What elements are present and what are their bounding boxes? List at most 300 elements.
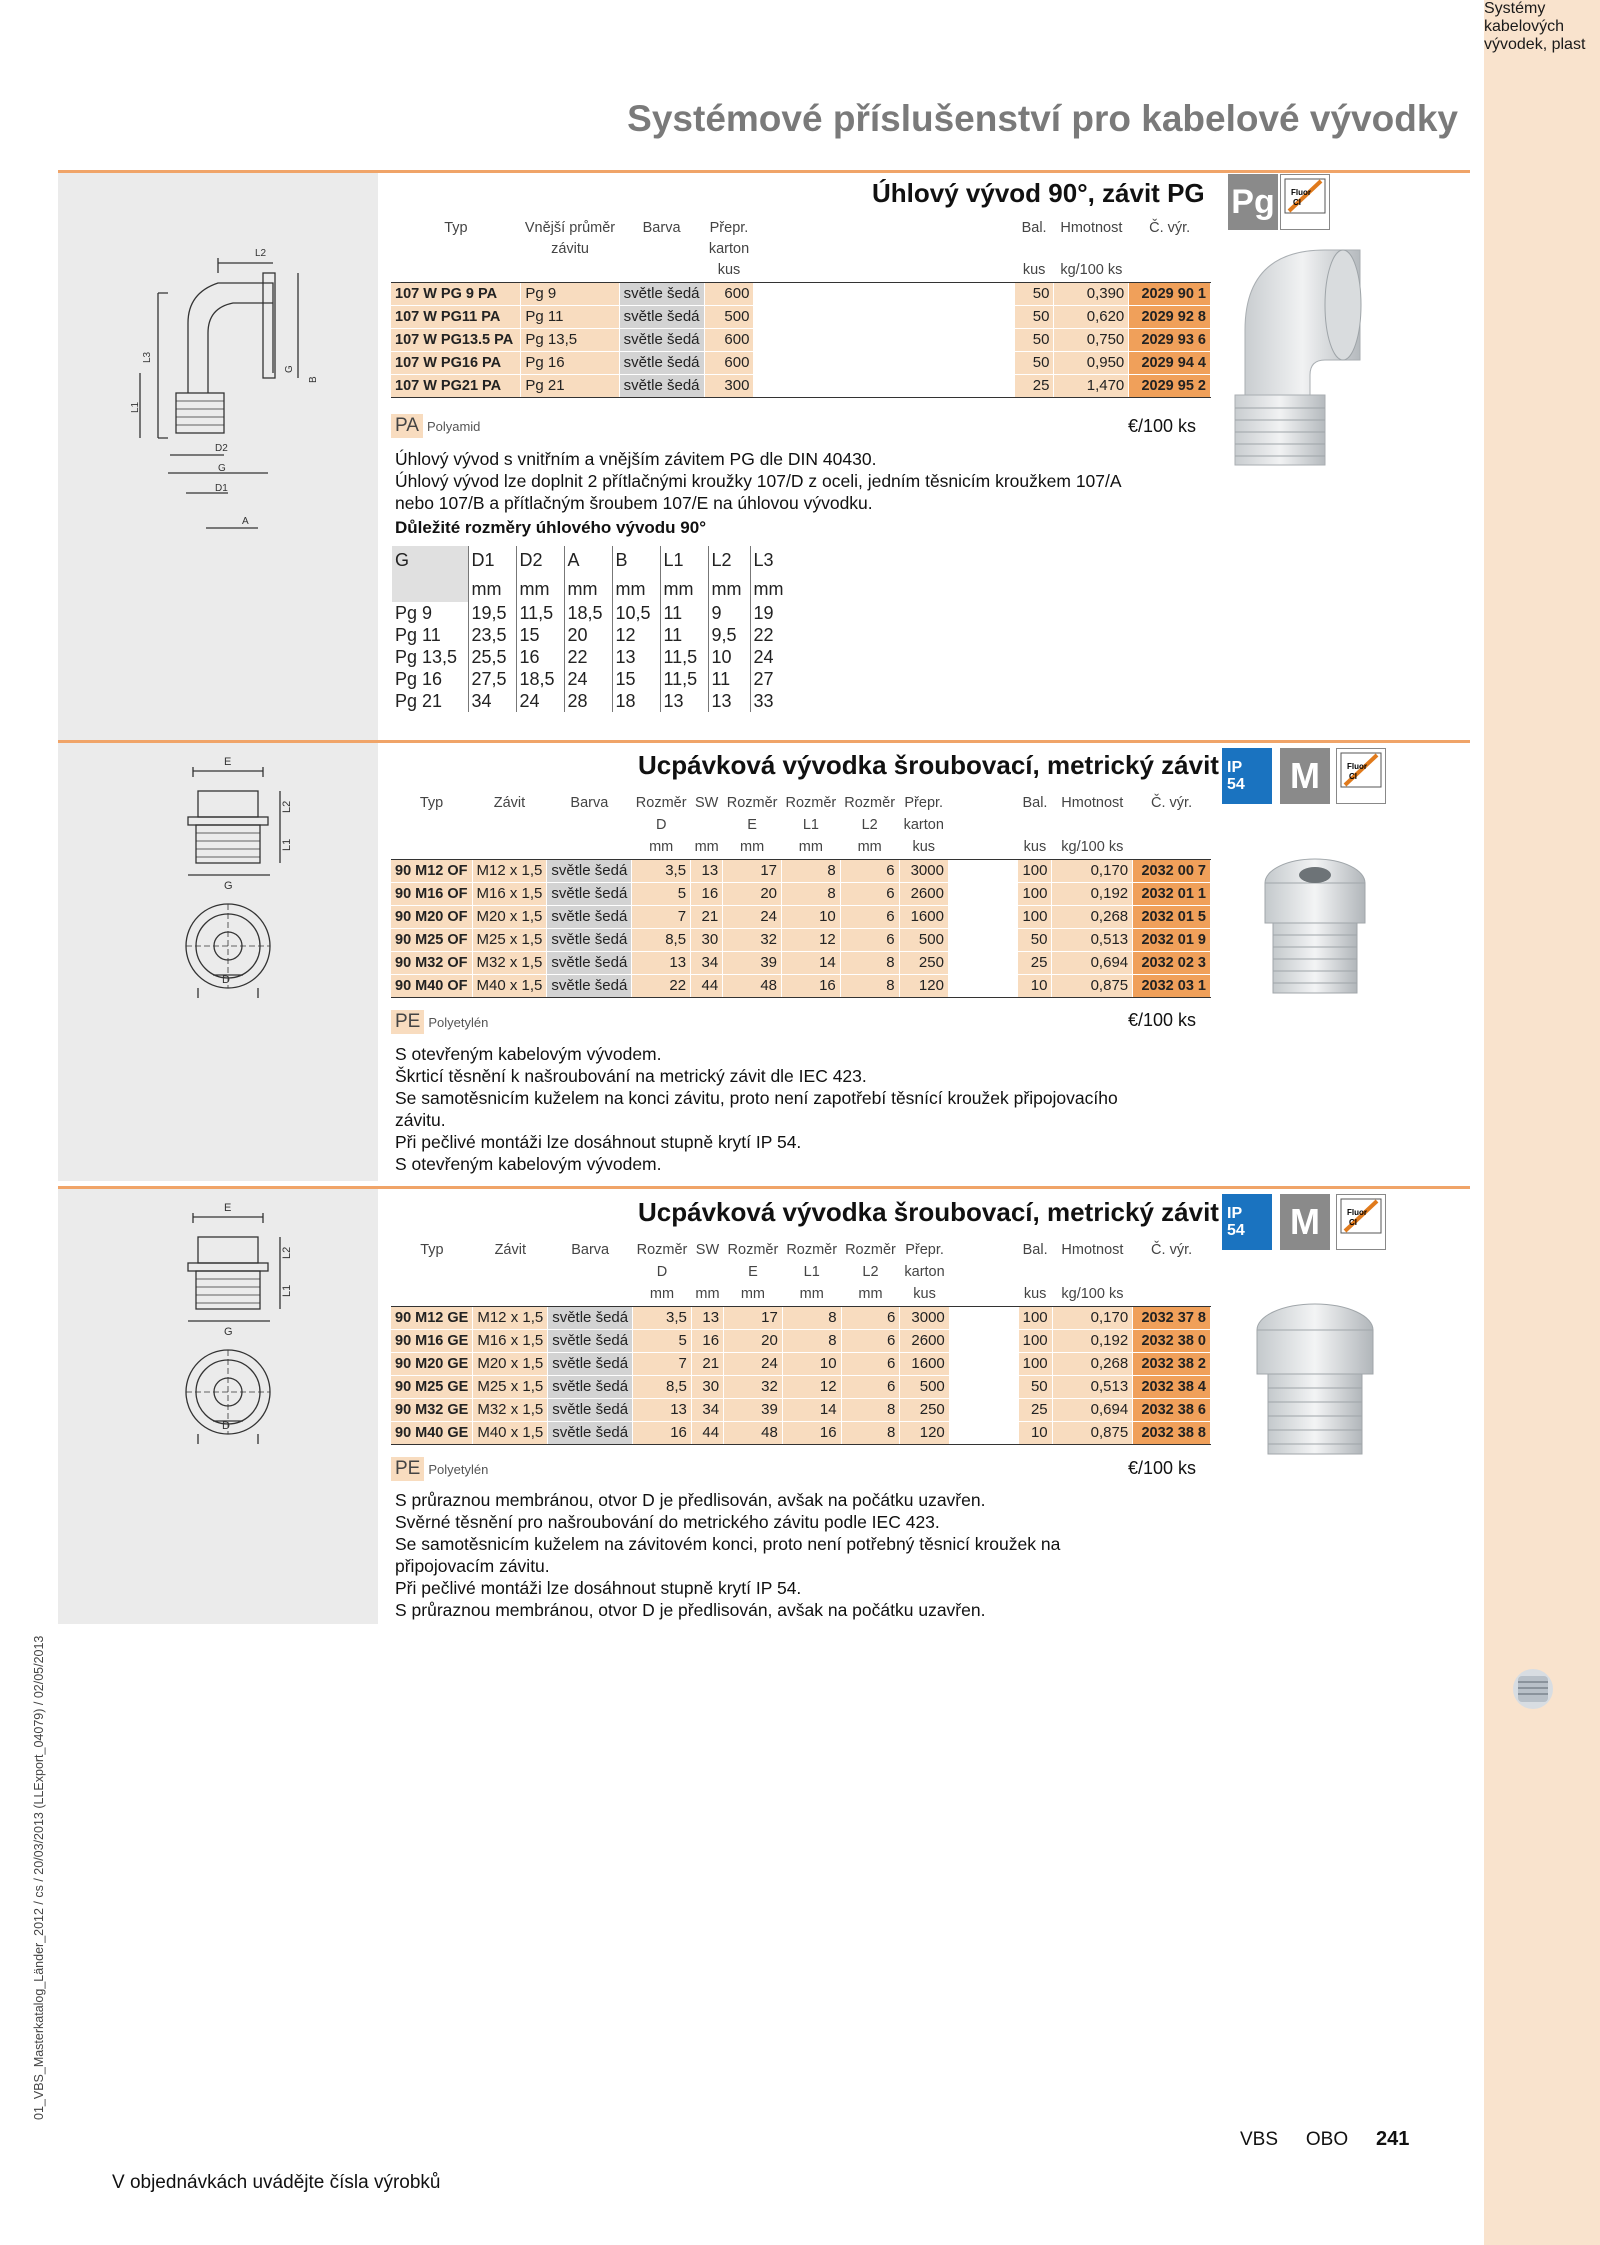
- spacer-cell: [754, 351, 1014, 374]
- col-header: Hmotnost: [1061, 795, 1124, 811]
- table-cell: Pg 9: [521, 282, 619, 305]
- dim-cell: 9,5: [708, 624, 750, 646]
- table-row: [391, 951, 1211, 974]
- table-row: [391, 1352, 1211, 1375]
- table-row: [391, 374, 1211, 397]
- table-cell: světle šedá: [548, 1306, 633, 1329]
- table-cell: 6: [841, 1352, 900, 1375]
- dim-cell: 19,5: [468, 602, 516, 624]
- dim-unit-cell: [392, 576, 468, 602]
- col-header: Bal.: [1022, 795, 1048, 811]
- table-cell: 0,513: [1052, 1375, 1133, 1398]
- dim-cell: Pg 21: [395, 691, 443, 711]
- table-cell: 2600: [899, 882, 948, 905]
- spacer-cell: [949, 1329, 1018, 1352]
- dim-label-g: G: [284, 365, 295, 373]
- table-cell: 0,268: [1052, 905, 1133, 928]
- table-cell: 20: [723, 882, 782, 905]
- material-code: PA: [391, 414, 423, 438]
- table-cell: 500: [900, 1375, 949, 1398]
- table-cell: 30: [691, 1375, 723, 1398]
- col-header-sub: [1052, 815, 1133, 837]
- unit-cell: mm: [724, 1284, 783, 1306]
- side-thumbnail-image: [1510, 1664, 1556, 1714]
- dim-header-cell: D1: [468, 546, 516, 576]
- table-cell: 0,170: [1052, 1306, 1133, 1329]
- product-photo-elbow: [1225, 240, 1365, 485]
- col-header-sub: L2: [862, 1264, 879, 1280]
- table-cell: 107 W PG13.5 PA: [391, 328, 521, 351]
- table-cell: 107 W PG21 PA: [391, 374, 521, 397]
- price-unit: €/100 ks: [1128, 1010, 1197, 1030]
- table-cell: 8: [782, 882, 841, 905]
- spacer-cell: [949, 1398, 1018, 1421]
- description-line: S průraznou membránou, otvor D je předlisován, avšak na počátku uzavřen.: [395, 1600, 986, 1620]
- table-cell: 600: [704, 328, 754, 351]
- col-header: Rozměr: [636, 1242, 688, 1258]
- col-header-sub: [1133, 815, 1211, 837]
- table-cell: 21: [691, 1352, 723, 1375]
- table-cell: 44: [691, 974, 723, 997]
- product-table-elbow: [391, 218, 1211, 398]
- table-cell: 50: [1014, 328, 1054, 351]
- dim-row: [392, 646, 792, 668]
- dim-cell: 28: [564, 690, 612, 712]
- svg-text:Cl: Cl: [1349, 772, 1357, 781]
- description-gland-ge: [395, 1489, 1185, 1621]
- unit-cell: mm: [633, 1284, 692, 1306]
- col-header: Typ: [420, 1242, 444, 1258]
- description-line: připojovacím závitu.: [395, 1556, 550, 1576]
- col-header: SW: [695, 1242, 720, 1258]
- dim-cell: 18: [612, 690, 660, 712]
- table-cell: 0,170: [1052, 859, 1133, 882]
- spacer-cell: [949, 1306, 1018, 1329]
- product-table-gland-ge: [391, 1240, 1211, 1445]
- dim-header-cell: L2: [708, 546, 750, 576]
- table-cell: M16 x 1,5: [472, 882, 547, 905]
- table-cell: 8: [841, 1398, 900, 1421]
- col-header-sub: karton: [904, 1264, 945, 1280]
- col-header: SW: [694, 795, 719, 811]
- table-cell: M16 x 1,5: [473, 1329, 548, 1352]
- col-header-sub: [548, 1262, 633, 1284]
- material-code: PE: [391, 1010, 424, 1034]
- spacer-cell: [949, 1421, 1018, 1444]
- unit-cell: mm: [723, 837, 782, 859]
- technical-drawing-gland-ge: [58, 1189, 378, 1624]
- technical-drawing-elbow: [58, 173, 378, 740]
- dim-header-cell: L3: [750, 546, 792, 576]
- dim-cell: 11,5: [660, 668, 708, 690]
- table-cell: 17: [723, 859, 782, 882]
- table-cell: 100: [1018, 905, 1052, 928]
- table-cell: 0,694: [1052, 1398, 1133, 1421]
- dim-cell: 13: [660, 690, 708, 712]
- table-cell: 34: [691, 951, 723, 974]
- dim-cell: 11,5: [660, 646, 708, 668]
- dim-label-l2: L2: [255, 248, 267, 259]
- table-row: [391, 282, 1211, 305]
- catalog-meta: 01_VBS_Masterkatalog_Länder_2012 / cs / 20/03/2013 (LLExport_04079) / 02/05/2013: [32, 1635, 46, 2120]
- table-cell: 2029 95 2: [1129, 374, 1211, 397]
- col-header: Závit: [493, 795, 526, 811]
- col-header: Rozměr: [635, 795, 687, 811]
- dim-label-l2: L2: [281, 800, 293, 813]
- dim-cell: 20: [564, 624, 612, 646]
- description-line: S otevřeným kabelovým vývodem.: [395, 1154, 662, 1174]
- table-cell: 6: [840, 882, 899, 905]
- table-cell: 8: [840, 951, 899, 974]
- table-cell: 13: [633, 1398, 692, 1421]
- col-header: Rozměr: [785, 795, 837, 811]
- table-cell: 0,950: [1054, 351, 1129, 374]
- table-cell: 24: [723, 905, 782, 928]
- spacer-cell: [754, 328, 1014, 351]
- halogen-free-icon: [1336, 1194, 1386, 1250]
- description-gland-of: [395, 1043, 1185, 1175]
- footer-brand: VBS OBO 241: [1240, 2128, 1410, 2150]
- dim-cell: 12: [612, 624, 660, 646]
- table-cell: 50: [1018, 1375, 1052, 1398]
- dim-cell: 19: [750, 602, 792, 624]
- table-cell: M25 x 1,5: [473, 1375, 548, 1398]
- svg-text:Fluor: Fluor: [1347, 1208, 1367, 1217]
- dim-header-cell: D2: [516, 546, 564, 576]
- col-header-sub: D: [655, 817, 667, 833]
- col-header: Č. výr.: [1151, 795, 1193, 811]
- table-cell: 50: [1014, 282, 1054, 305]
- col-header: Rozměr: [786, 1242, 838, 1258]
- table-cell: 1600: [899, 905, 948, 928]
- table-cell: 16: [691, 1329, 723, 1352]
- spacer-cell: [948, 905, 1018, 928]
- table-cell: M32 x 1,5: [473, 1398, 548, 1421]
- unit-cell: [548, 1284, 633, 1306]
- table-cell: 2032 01 1: [1133, 882, 1211, 905]
- table-cell: 50: [1014, 351, 1054, 374]
- table-cell: 0,694: [1052, 951, 1133, 974]
- col-header-sub: [391, 1262, 473, 1284]
- unit-cell: [1133, 1284, 1211, 1306]
- footer-note: V objednávkách uvádějte čísla výrobků: [112, 2172, 441, 2193]
- ip54-badge: IP 54: [1222, 1194, 1272, 1250]
- metric-badge: M: [1280, 1194, 1330, 1250]
- dim-label-l1: L1: [130, 401, 141, 413]
- table-cell: 2032 38 4: [1133, 1375, 1211, 1398]
- dim-header-cell: A: [564, 546, 612, 576]
- dim-label-l1: L1: [281, 1284, 293, 1297]
- unit-cell: mm: [691, 837, 723, 859]
- table-cell: 250: [900, 1398, 949, 1421]
- table-cell: Pg 21: [521, 374, 619, 397]
- halogen-free-icon: [1280, 174, 1330, 230]
- dim-cell: 10: [708, 646, 750, 668]
- table-row: [391, 882, 1211, 905]
- price-unit: €/100 ks: [1128, 1458, 1197, 1478]
- dim-row: [392, 668, 792, 690]
- col-header: Barva: [642, 220, 681, 236]
- table-cell: 6: [840, 928, 899, 951]
- material-name: Polyetylén: [428, 1462, 489, 1477]
- spacer-cell: [754, 282, 1014, 305]
- table-cell: 24: [724, 1352, 783, 1375]
- table-cell: 39: [723, 951, 782, 974]
- dim-label-d1: D1: [215, 483, 228, 494]
- dim-row: [392, 690, 792, 712]
- table-cell: 8: [782, 1306, 841, 1329]
- dim-unit-cell: mm: [564, 576, 612, 602]
- table-cell: 50: [1018, 928, 1052, 951]
- table-cell: 107 W PG11 PA: [391, 305, 521, 328]
- table-cell: 30: [691, 928, 723, 951]
- col-header-sub: karton: [903, 817, 944, 833]
- unit-cell: [391, 837, 472, 859]
- table-cell: světle šedá: [619, 351, 704, 374]
- product-photo-gland-of: [1255, 845, 1375, 1010]
- table-row: [391, 1421, 1211, 1444]
- unit-cell: kg/100 ks: [1052, 1284, 1133, 1306]
- table-cell: 20: [724, 1329, 783, 1352]
- table-cell: 5: [632, 882, 691, 905]
- dim-cell: 33: [750, 690, 792, 712]
- dim-unit-cell: mm: [708, 576, 750, 602]
- col-header: Hmotnost: [1060, 220, 1123, 236]
- dim-label-g: G: [224, 1326, 233, 1338]
- col-header: Č. výr.: [1149, 220, 1191, 236]
- table-cell: světle šedá: [619, 328, 704, 351]
- table-cell: 2032 00 7: [1133, 859, 1211, 882]
- col-header-sub: [1018, 1262, 1052, 1284]
- dim-cell: 27,5: [468, 668, 516, 690]
- table-cell: 7: [633, 1352, 692, 1375]
- dim-cell: 18,5: [516, 668, 564, 690]
- table-cell: 10: [782, 905, 841, 928]
- table-cell: 250: [899, 951, 948, 974]
- col-header-sub: E: [748, 1264, 758, 1280]
- table-cell: 48: [724, 1421, 783, 1444]
- table-cell: 2032 37 8: [1133, 1306, 1211, 1329]
- dim-cell: 16: [516, 646, 564, 668]
- table-cell: 90 M20 OF: [391, 905, 472, 928]
- material-name: Polyamid: [426, 419, 481, 434]
- halogen-free-icon: [1336, 748, 1386, 804]
- table-cell: 8: [841, 1421, 900, 1444]
- unit-cell: [547, 837, 632, 859]
- table-cell: 500: [704, 305, 754, 328]
- table-cell: 90 M12 OF: [391, 859, 472, 882]
- dimension-table: [392, 546, 792, 712]
- table-cell: světle šedá: [547, 905, 632, 928]
- table-cell: světle šedá: [547, 882, 632, 905]
- table-cell: M12 x 1,5: [473, 1306, 548, 1329]
- dim-cell: 13: [708, 690, 750, 712]
- dim-label-g2: G: [218, 463, 226, 474]
- table-cell: 17: [724, 1306, 783, 1329]
- col-header-sub: L1: [802, 817, 819, 833]
- dim-cell: Pg 11: [395, 625, 441, 645]
- table-cell: 90 M20 GE: [391, 1352, 473, 1375]
- table-cell: 21: [691, 905, 723, 928]
- table-cell: Pg 11: [521, 305, 619, 328]
- col-header-sub: [1018, 815, 1052, 837]
- table-cell: M12 x 1,5: [472, 859, 547, 882]
- dim-cell: Pg 9: [395, 603, 433, 623]
- table-cell: světle šedá: [619, 305, 704, 328]
- table-cell: 12: [782, 928, 841, 951]
- table-cell: 3000: [899, 859, 948, 882]
- description-line: Se samotěsnicím kuželem na závitovém konci, proto není potřebný těsnicí kroužek na: [395, 1534, 1061, 1554]
- table-cell: 6: [841, 1306, 900, 1329]
- description-elbow: [395, 448, 1185, 514]
- unit-cell: [1133, 837, 1211, 859]
- unit-cell: kus: [899, 837, 948, 859]
- dim-label-e: E: [224, 756, 232, 768]
- page-title: Systémové příslušenství pro kabelové vývodky: [627, 98, 1458, 139]
- table-cell: 2032 38 0: [1133, 1329, 1211, 1352]
- dim-cell: Pg 16: [395, 669, 443, 689]
- dim-label-e: E: [224, 1202, 232, 1214]
- table-cell: 107 W PG 9 PA: [391, 282, 521, 305]
- table-cell: 16: [691, 882, 723, 905]
- table-cell: 16: [633, 1421, 692, 1444]
- dim-row: [392, 624, 792, 646]
- table-row: [391, 1329, 1211, 1352]
- col-header-sub: D: [656, 1264, 668, 1280]
- table-cell: 90 M32 GE: [391, 1398, 473, 1421]
- table-cell: 0,875: [1052, 1421, 1133, 1444]
- col-header: Rozměr: [845, 1242, 896, 1258]
- table-cell: 25: [1018, 951, 1052, 974]
- table-cell: 90 M32 OF: [391, 951, 472, 974]
- section-title-gland-of: Ucpávková vývodka šroubovací, metrický závit: [638, 750, 1219, 780]
- ip54-badge: IP 54: [1222, 748, 1272, 804]
- unit-cell: mm: [782, 1284, 841, 1306]
- price-unit: €/100 ks: [1128, 416, 1197, 436]
- table-cell: 48: [723, 974, 782, 997]
- table-cell: 2029 94 4: [1129, 351, 1211, 374]
- col-header: Závit: [494, 1242, 526, 1258]
- dim-cell: 22: [564, 646, 612, 668]
- metric-badge: M: [1280, 748, 1330, 804]
- spacer-cell: [948, 974, 1018, 997]
- table-cell: 0,875: [1052, 974, 1133, 997]
- unit-cell: mm: [782, 837, 841, 859]
- dim-cell: 13: [612, 646, 660, 668]
- spacer-cell: [948, 951, 1018, 974]
- dimension-table-title: Důležité rozměry úhlového vývodu 90°: [395, 518, 706, 537]
- table-cell: 16: [782, 974, 841, 997]
- description-line: Škrticí těsnění k našroubování na metrický závit dle IEC 423.: [395, 1066, 867, 1086]
- dim-cell: Pg 13,5: [395, 647, 458, 667]
- col-header-sub: L1: [803, 1264, 820, 1280]
- col-header: Bal.: [1021, 220, 1047, 236]
- table-cell: světle šedá: [547, 859, 632, 882]
- table-cell: M32 x 1,5: [472, 951, 547, 974]
- unit-cell: kus: [1018, 1284, 1052, 1306]
- table-cell: 120: [899, 974, 948, 997]
- unit-cell: [472, 837, 547, 859]
- dim-label-b: B: [308, 376, 319, 383]
- dim-label-d: D: [222, 1420, 230, 1432]
- description-line: Se samotěsnicím kuželem na konci závitu, proto není zapotřebí těsnící kroužek připojovacího: [395, 1088, 1118, 1108]
- table-cell: 6: [840, 859, 899, 882]
- unit-cell: kus: [1014, 260, 1054, 282]
- table-cell: M40 x 1,5: [472, 974, 547, 997]
- table-cell: 8: [782, 859, 841, 882]
- description-line: Úhlový vývod lze doplnit 2 přítlačnými kroužky 107/D z oceli, jedním těsnicím kroužkem 107/A: [395, 471, 1122, 491]
- table-cell: 8,5: [633, 1375, 692, 1398]
- table-row: [391, 351, 1211, 374]
- table-cell: 32: [723, 928, 782, 951]
- table-cell: 100: [1018, 882, 1052, 905]
- col-header: Barva: [571, 1242, 610, 1258]
- table-cell: světle šedá: [548, 1329, 633, 1352]
- dim-unit-cell: mm: [468, 576, 516, 602]
- table-cell: 8: [782, 1329, 841, 1352]
- table-cell: 90 M12 GE: [391, 1306, 473, 1329]
- table-cell: 6: [840, 905, 899, 928]
- dim-label-g: G: [224, 880, 233, 892]
- table-cell: 25: [1018, 1398, 1052, 1421]
- table-row: [391, 974, 1211, 997]
- dim-cell: 11: [660, 624, 708, 646]
- col-header-sub: [472, 815, 547, 837]
- dim-label-l2: L2: [281, 1246, 293, 1259]
- material-name: Polyetylén: [428, 1015, 489, 1030]
- dim-cell: 24: [750, 646, 792, 668]
- table-cell: 22: [632, 974, 691, 997]
- dim-unit-cell: mm: [660, 576, 708, 602]
- table-row: [391, 928, 1211, 951]
- table-cell: 34: [691, 1398, 723, 1421]
- table-cell: 100: [1018, 1352, 1052, 1375]
- dim-cell: 10,5: [612, 602, 660, 624]
- table-cell: 600: [704, 351, 754, 374]
- description-line: S otevřeným kabelovým vývodem.: [395, 1044, 662, 1064]
- table-cell: 2032 02 3: [1133, 951, 1211, 974]
- dim-label-l1: L1: [281, 838, 293, 851]
- table-row: [391, 1306, 1211, 1329]
- table-cell: M40 x 1,5: [473, 1421, 548, 1444]
- table-cell: světle šedá: [548, 1398, 633, 1421]
- table-cell: 120: [900, 1421, 949, 1444]
- table-cell: 2032 38 8: [1133, 1421, 1211, 1444]
- material-code: PE: [391, 1457, 424, 1481]
- page-number: 241: [1375, 2128, 1410, 2150]
- table-cell: 6: [841, 1329, 900, 1352]
- unit-cell: kus: [1018, 837, 1052, 859]
- table-cell: 90 M16 OF: [391, 882, 472, 905]
- table-cell: 16: [782, 1421, 841, 1444]
- table-cell: 25: [1014, 374, 1054, 397]
- table-cell: M20 x 1,5: [473, 1352, 548, 1375]
- dim-cell: 15: [612, 668, 660, 690]
- table-cell: 2032 38 2: [1133, 1352, 1211, 1375]
- table-cell: 8: [840, 974, 899, 997]
- col-header: Rozměr: [844, 795, 896, 811]
- dim-cell: 11,5: [516, 602, 564, 624]
- col-header: Přepr.: [904, 795, 944, 811]
- table-cell: 107 W PG16 PA: [391, 351, 521, 374]
- table-cell: světle šedá: [619, 282, 704, 305]
- table-cell: 12: [782, 1375, 841, 1398]
- col-header-sub: [1052, 1262, 1133, 1284]
- table-cell: 1,470: [1054, 374, 1129, 397]
- table-cell: Pg 16: [521, 351, 619, 374]
- description-line: S průraznou membránou, otvor D je předlisován, avšak na počátku uzavřen.: [395, 1490, 986, 1510]
- dim-cell: 11: [708, 668, 750, 690]
